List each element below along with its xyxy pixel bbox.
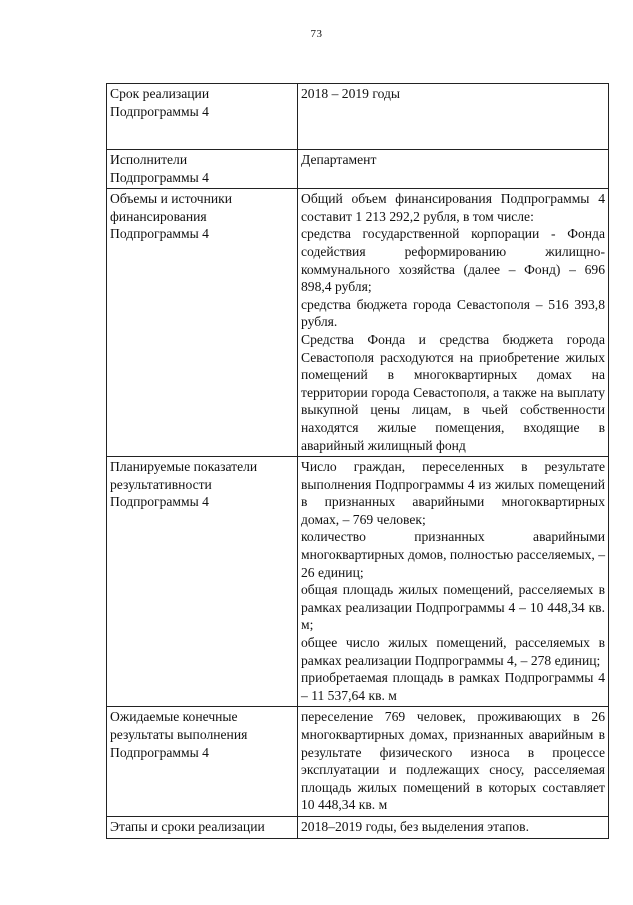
value-paragraph: общая площадь жилых помещений, расселяемых в рамках реализации Подпрограммы 4 – 10 448,34 кв. м; [301,582,605,633]
row-value [298,457,609,707]
row-label-line: Подпрограммы 4 [110,226,209,242]
row-label [107,150,298,189]
value-paragraph: количество признанных аварийными многоквартирных домов, полностью расселяемых, – 26 единиц; [301,529,605,580]
page-number: 73 [310,28,323,40]
row-label-line: Подпрограммы 4 [110,494,209,510]
row-label [107,707,298,817]
value-paragraph: Общий объем финансирования Подпрограммы 4 составит 1 213 292,2 рубля, в том числе: [301,191,605,224]
value-paragraph: 2018 – 2019 годы [301,86,401,101]
passport-row [107,84,609,150]
value-paragraph: переселение 769 человек, проживающих в 26 многоквартирных домах, признанных аварийным в результате физического износа в процессе эксплуатации и подлежащих сносу, расселяемая площадь жилых помещений в которых составляет 10 448,34 кв. м [301,709,605,813]
value-paragraph: средства бюджета города Севастополя – 516 393,8 рубля. [301,296,605,330]
value-paragraph: Департамент [301,152,377,167]
row-value [298,84,609,150]
row-label [107,816,298,838]
value-paragraph: Число граждан, переселенных в результате выполнения Подпрограммы 4 из жилых помещений в признанных аварийными многоквартирных домах, – 769 человек; [301,459,605,527]
row-label-line: Этапы и сроки реализации [110,818,265,834]
row-label [107,84,298,150]
passport-row [107,150,609,189]
subprogram-passport-table [106,83,609,839]
row-label-line: Подпрограммы 4 [110,103,209,119]
passport-table-body [107,84,609,839]
row-label-line: Срок реализации [110,86,210,101]
row-label-line: Подпрограммы 4 [110,744,209,760]
row-label [107,457,298,707]
row-label-line: Планируемые показатели результативности [110,459,258,492]
row-value [298,150,609,189]
row-label [107,189,298,457]
value-paragraph: приобретаемая площадь в рамках Подпрограммы 4 – 11 537,64 кв. м [301,670,605,703]
value-paragraph: общее число жилых помещений, расселяемых в рамках реализации Подпрограммы 4, – 278 единиц; [301,635,605,668]
passport-row [107,189,609,457]
row-label-line: Подпрограммы 4 [110,169,209,185]
value-paragraph: средства государственной корпорации - Фонда содействия реформированию жилищно-коммунального хозяйства (далее – Фонд) – 696 898,4 рубля; [301,226,605,295]
value-paragraph: 2018–2019 годы, без выделения этапов. [301,818,529,834]
value-paragraph: Средства Фонда и средства бюджета города Севастополя расходуются на приобретение жилых помещений в многоквартирных домах на территории города Севастополя, а также на выплату выкупной цены лицам, в чьей собственности находятся жилые помещения, входящие в аварийный жилищный фонд [301,331,605,453]
row-label-line: Исполнители [110,152,188,167]
row-value [298,816,609,838]
passport-row [107,707,609,817]
passport-row [107,457,609,707]
row-value [298,707,609,817]
row-label-line: Объемы и источники финансирования [110,191,233,224]
row-value [298,189,609,457]
passport-row [107,816,609,838]
row-label-line: Ожидаемые конечные результаты выполнения [110,709,248,742]
